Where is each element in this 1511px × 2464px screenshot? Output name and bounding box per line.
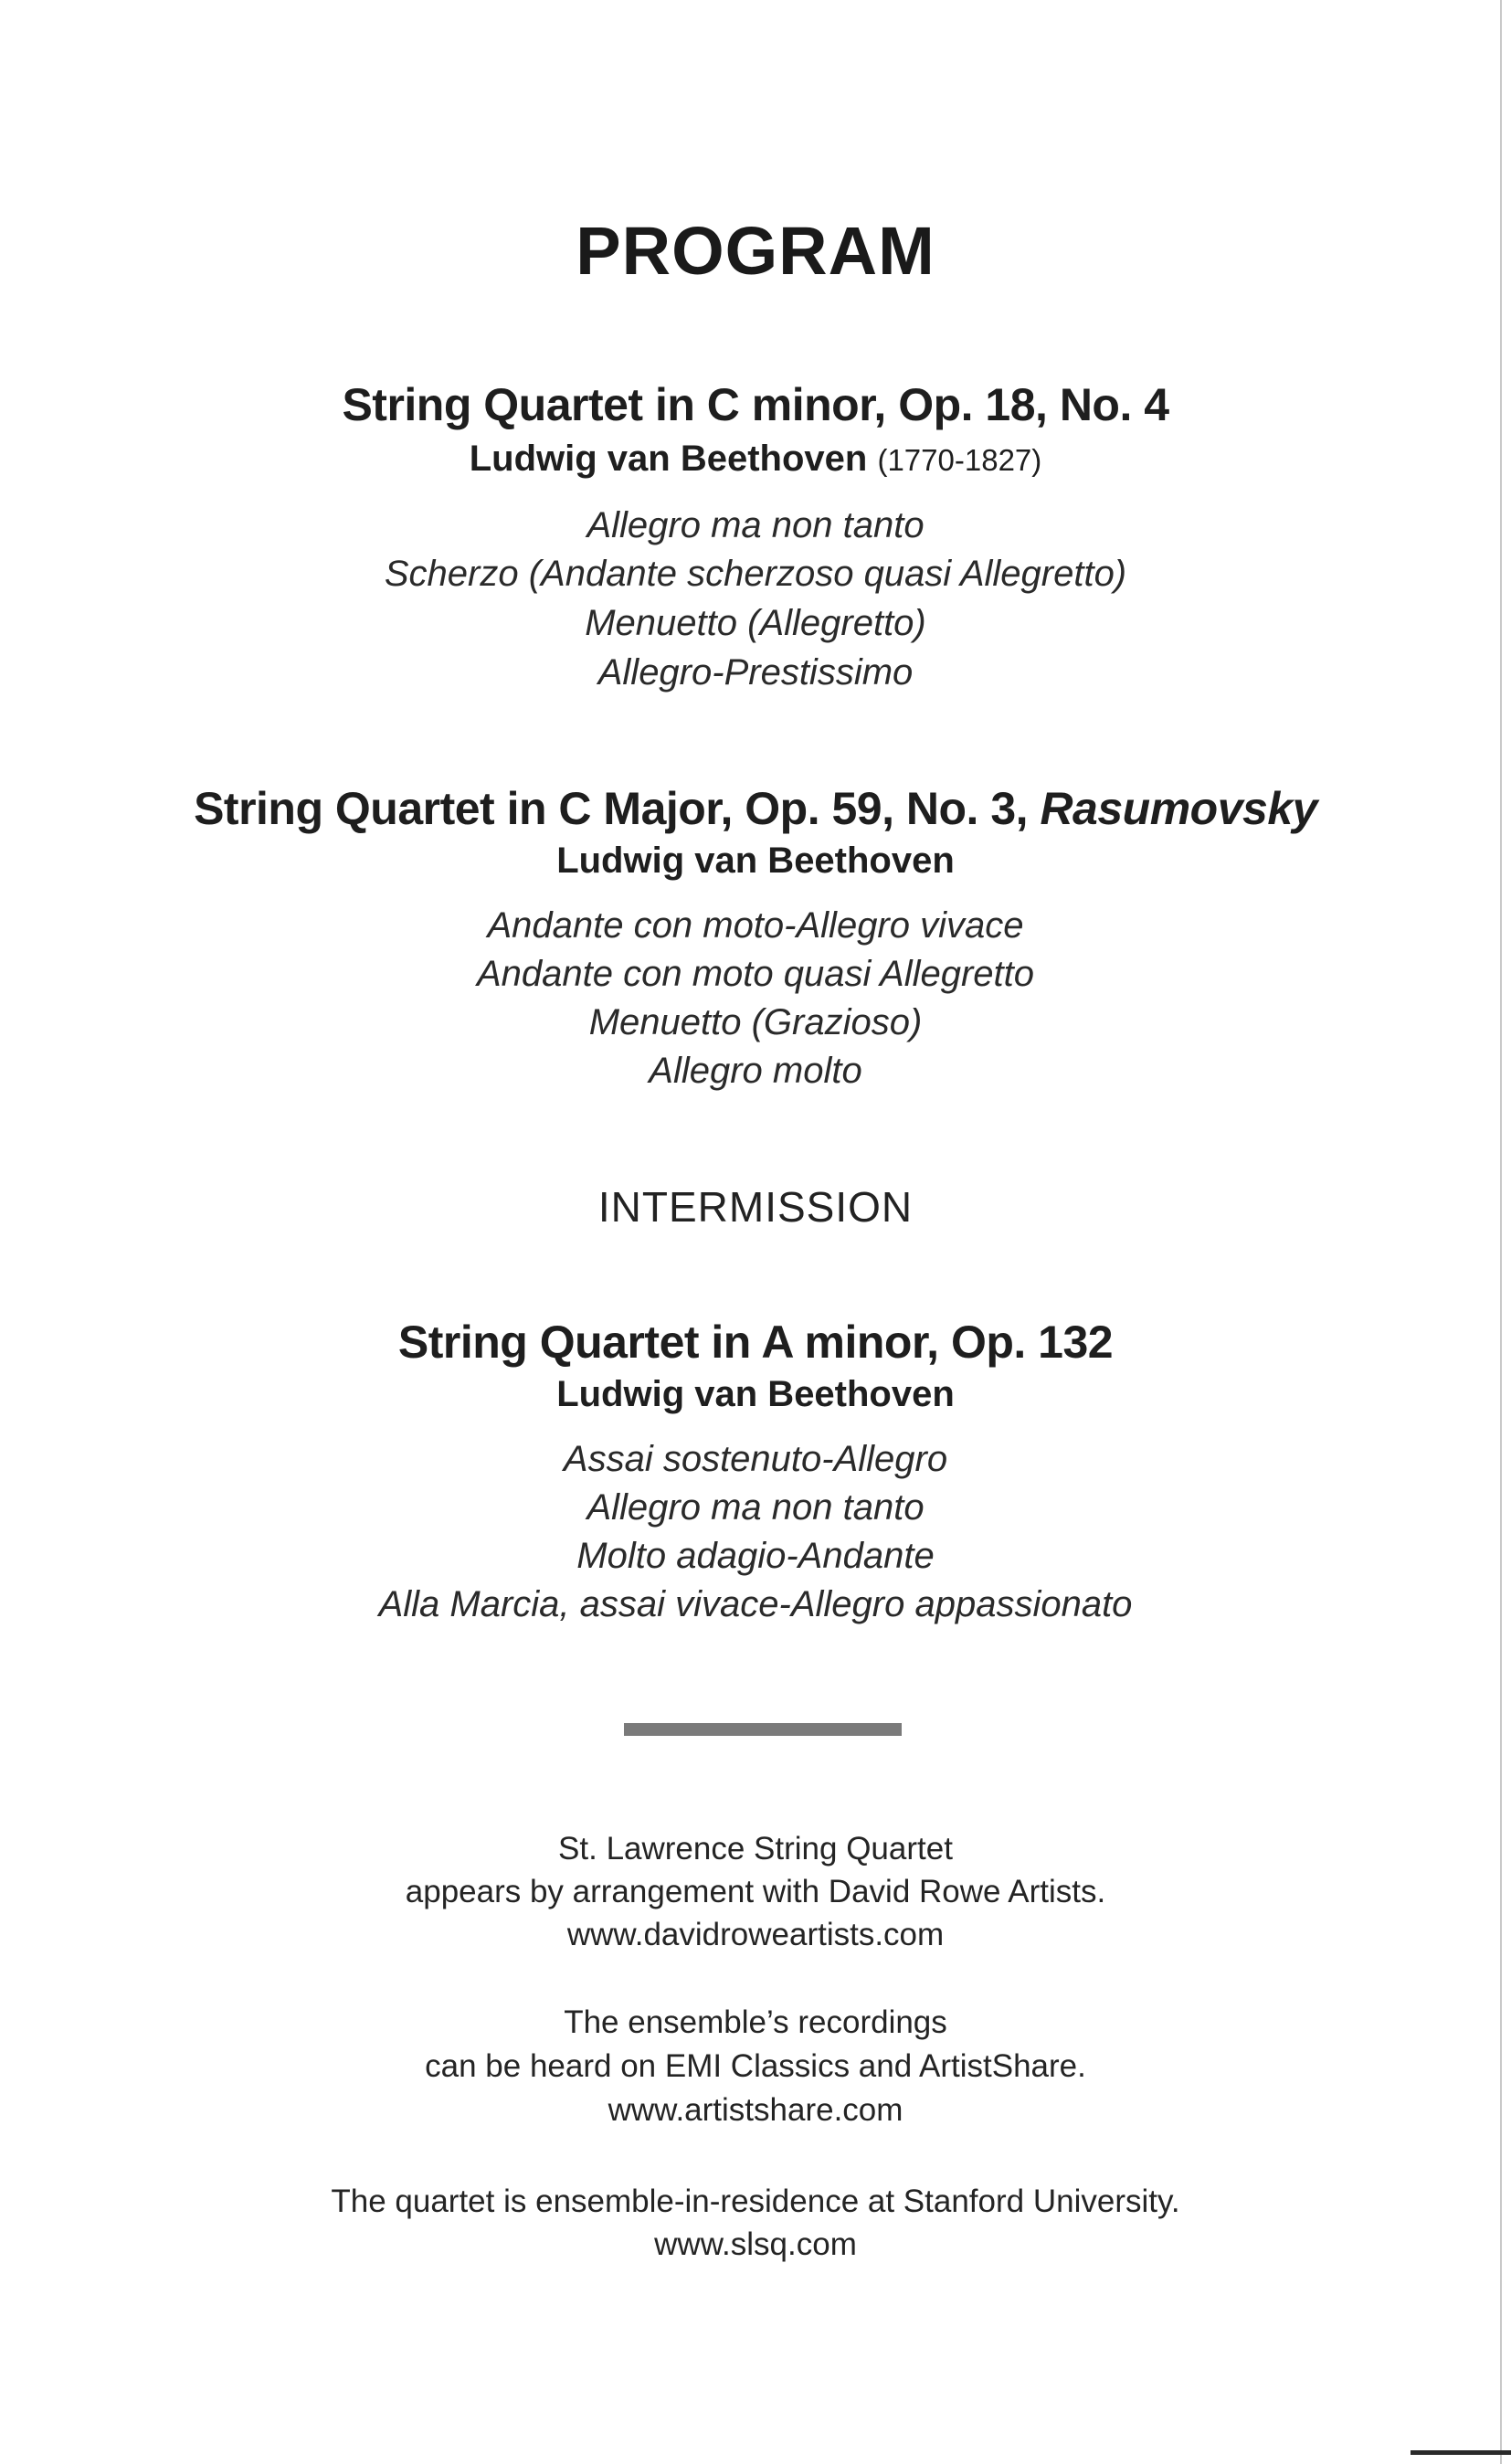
composer-3 [0, 1374, 1511, 1415]
credit-line-2: appears by arrangement with David Rowe Artists. [405, 1874, 1106, 1909]
intermission-label: INTERMISSION [597, 1183, 914, 1231]
movement-2-4: Allegro molto [649, 1051, 862, 1091]
credit-link-1[interactable]: www.davidroweartists.com [566, 1917, 945, 1952]
credit-link-3[interactable]: www.slsq.com [654, 2226, 857, 2262]
movement-2-3: Menuetto (Grazioso) [588, 1002, 923, 1042]
work-title-1 [0, 378, 1511, 431]
corner-mark [1411, 2450, 1511, 2455]
work-title-2 [0, 782, 1511, 835]
composer-1 [0, 439, 1511, 480]
credit-line-3: The ensemble’s recordings [564, 2004, 947, 2040]
credit-line-5: The quartet is ensemble-in-residence at Stanford University. [331, 2184, 1180, 2219]
section-divider [624, 1723, 902, 1736]
work-title-2-text: String Quartet in C Major, Op. 59, No. 3, [194, 783, 1041, 834]
movement-1-2: Scherzo (Andante scherzoso quasi Allegretto) [384, 554, 1127, 594]
work-title-1-text: String Quartet in C minor, Op. 18, No. 4 [342, 379, 1169, 430]
credit-link-2[interactable]: www.artistshare.com [608, 2092, 903, 2128]
movement-1-3: Menuetto (Allegretto) [585, 603, 926, 643]
composer-2 [0, 841, 1511, 882]
movement-2-1: Andante con moto-Allegro vivace [487, 905, 1024, 946]
movement-3-2: Allegro ma non tanto [586, 1487, 925, 1528]
movement-3-1: Assai sostenuto-Allegro [563, 1439, 948, 1479]
page-title: PROGRAM [576, 213, 935, 289]
movement-3-3: Molto adagio-Andante [576, 1536, 935, 1576]
composer-3-name: Ludwig van Beethoven [556, 1374, 955, 1414]
credit-line-1: St. Lawrence String Quartet [558, 1831, 953, 1867]
movement-1-4: Allegro-Prestissimo [597, 652, 914, 693]
work-title-2-italic: Rasumovsky [1040, 783, 1317, 834]
movement-3-4: Alla Marcia, assai vivace-Allegro appassionato [378, 1584, 1133, 1624]
credit-line-4: can be heard on EMI Classics and ArtistShare. [425, 2048, 1086, 2084]
work-title-3-text: String Quartet in A minor, Op. 132 [397, 1317, 1114, 1368]
composer-1-name: Ludwig van Beethoven [469, 439, 868, 479]
movement-1-1: Allegro ma non tanto [586, 505, 925, 545]
composer-2-name: Ludwig van Beethoven [556, 841, 955, 881]
work-title-3 [0, 1316, 1511, 1369]
composer-1-dates: (1770-1827) [877, 443, 1042, 477]
movement-2-2: Andante con moto quasi Allegretto [476, 954, 1035, 994]
